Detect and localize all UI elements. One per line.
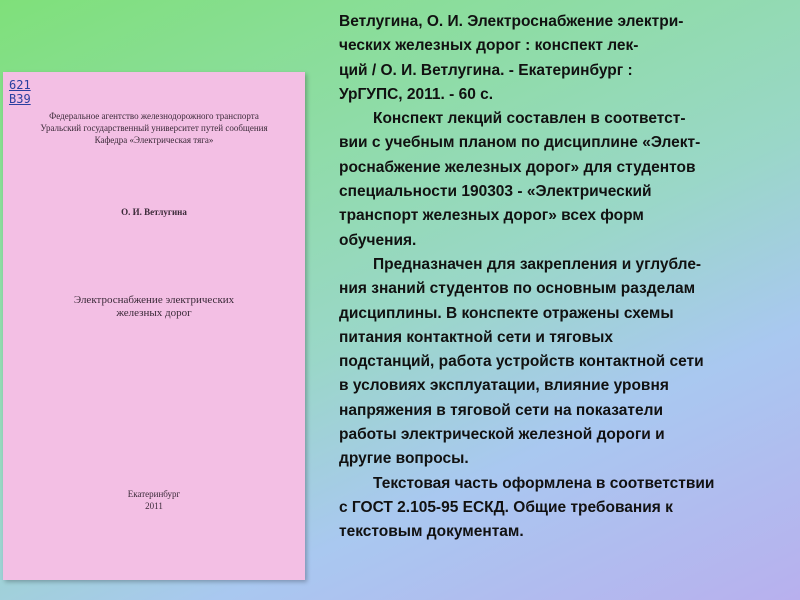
shelf-mark-line-1: 621 [9, 78, 31, 92]
citation-line: ций / О. И. Ветлугина. - Екатеринбург : [339, 61, 633, 79]
paragraph-line: питания контактной сети и тяговых [339, 328, 613, 346]
description-paragraph-1 [339, 107, 797, 253]
paragraph-line: специальности 190303 - «Электрический [339, 183, 652, 201]
paragraph-line: напряжения в тяговой сети на показатели [339, 401, 663, 419]
cover-title-line-1: Электроснабжение электрических [73, 294, 235, 306]
book-cover-image [3, 72, 305, 580]
description-paragraph-2 [339, 253, 797, 472]
cover-title [3, 294, 305, 320]
paragraph-line: вии с учебным планом по дисциплине «Элект- [339, 134, 701, 152]
book-description [339, 10, 797, 545]
citation-line: Ветлугина, О. И. Электроснабжение электри- [339, 13, 684, 30]
paragraph-line: Предназначен для закрепления и углубле- [373, 255, 702, 273]
cover-agency-block [3, 110, 305, 146]
paragraph-line: обучения. [339, 231, 417, 249]
citation-line: ческих железных дорог : конспект лек- [339, 37, 639, 55]
cover-city: Екатеринбург [127, 489, 181, 499]
paragraph-line: транспорт железных дорог» всех форм [339, 207, 644, 225]
paragraph-line: Конспект лекций составлен в соответст- [373, 110, 686, 128]
handwritten-shelf-mark [9, 78, 39, 106]
cover-year: 2011 [145, 501, 163, 511]
paragraph-line: с ГОСТ 2.105-95 ЕСКД. Общие требования к [339, 498, 673, 516]
paragraph-line: работы электрической железной дороги и [339, 426, 665, 444]
paragraph-line: подстанций, работа устройств контактной сети [339, 353, 704, 371]
cover-imprint [3, 488, 305, 512]
cover-university-line: Уральский государственный университет путей сообщения [40, 123, 268, 133]
cover-author: О. И. Ветлугина [121, 207, 187, 217]
citation-line: УрГУПС, 2011. - 60 с. [339, 85, 494, 103]
paragraph-line: ния знаний студентов по основным разделам [339, 280, 696, 298]
paragraph-line: дисциплины. В конспекте отражены схемы [339, 304, 674, 322]
description-paragraph-3 [339, 472, 797, 545]
cover-title-line-2: железных дорог [116, 307, 192, 319]
shelf-mark-line-2: В39 [9, 92, 31, 106]
cover-agency-line: Федеральное агентство железнодорожного транспорта [49, 111, 259, 121]
paragraph-line: в условиях эксплуатации, влияние уровня [339, 377, 669, 395]
cover-department-line: Кафедра «Электрическая тяга» [94, 135, 214, 145]
paragraph-line: роснабжение железных дорог» для студентов [339, 158, 696, 176]
paragraph-line: текстовым документам. [339, 523, 524, 541]
paragraph-line: другие вопросы. [339, 450, 469, 468]
bibliographic-citation [339, 10, 797, 107]
paragraph-line: Текстовая часть оформлена в соответствии [373, 474, 715, 492]
